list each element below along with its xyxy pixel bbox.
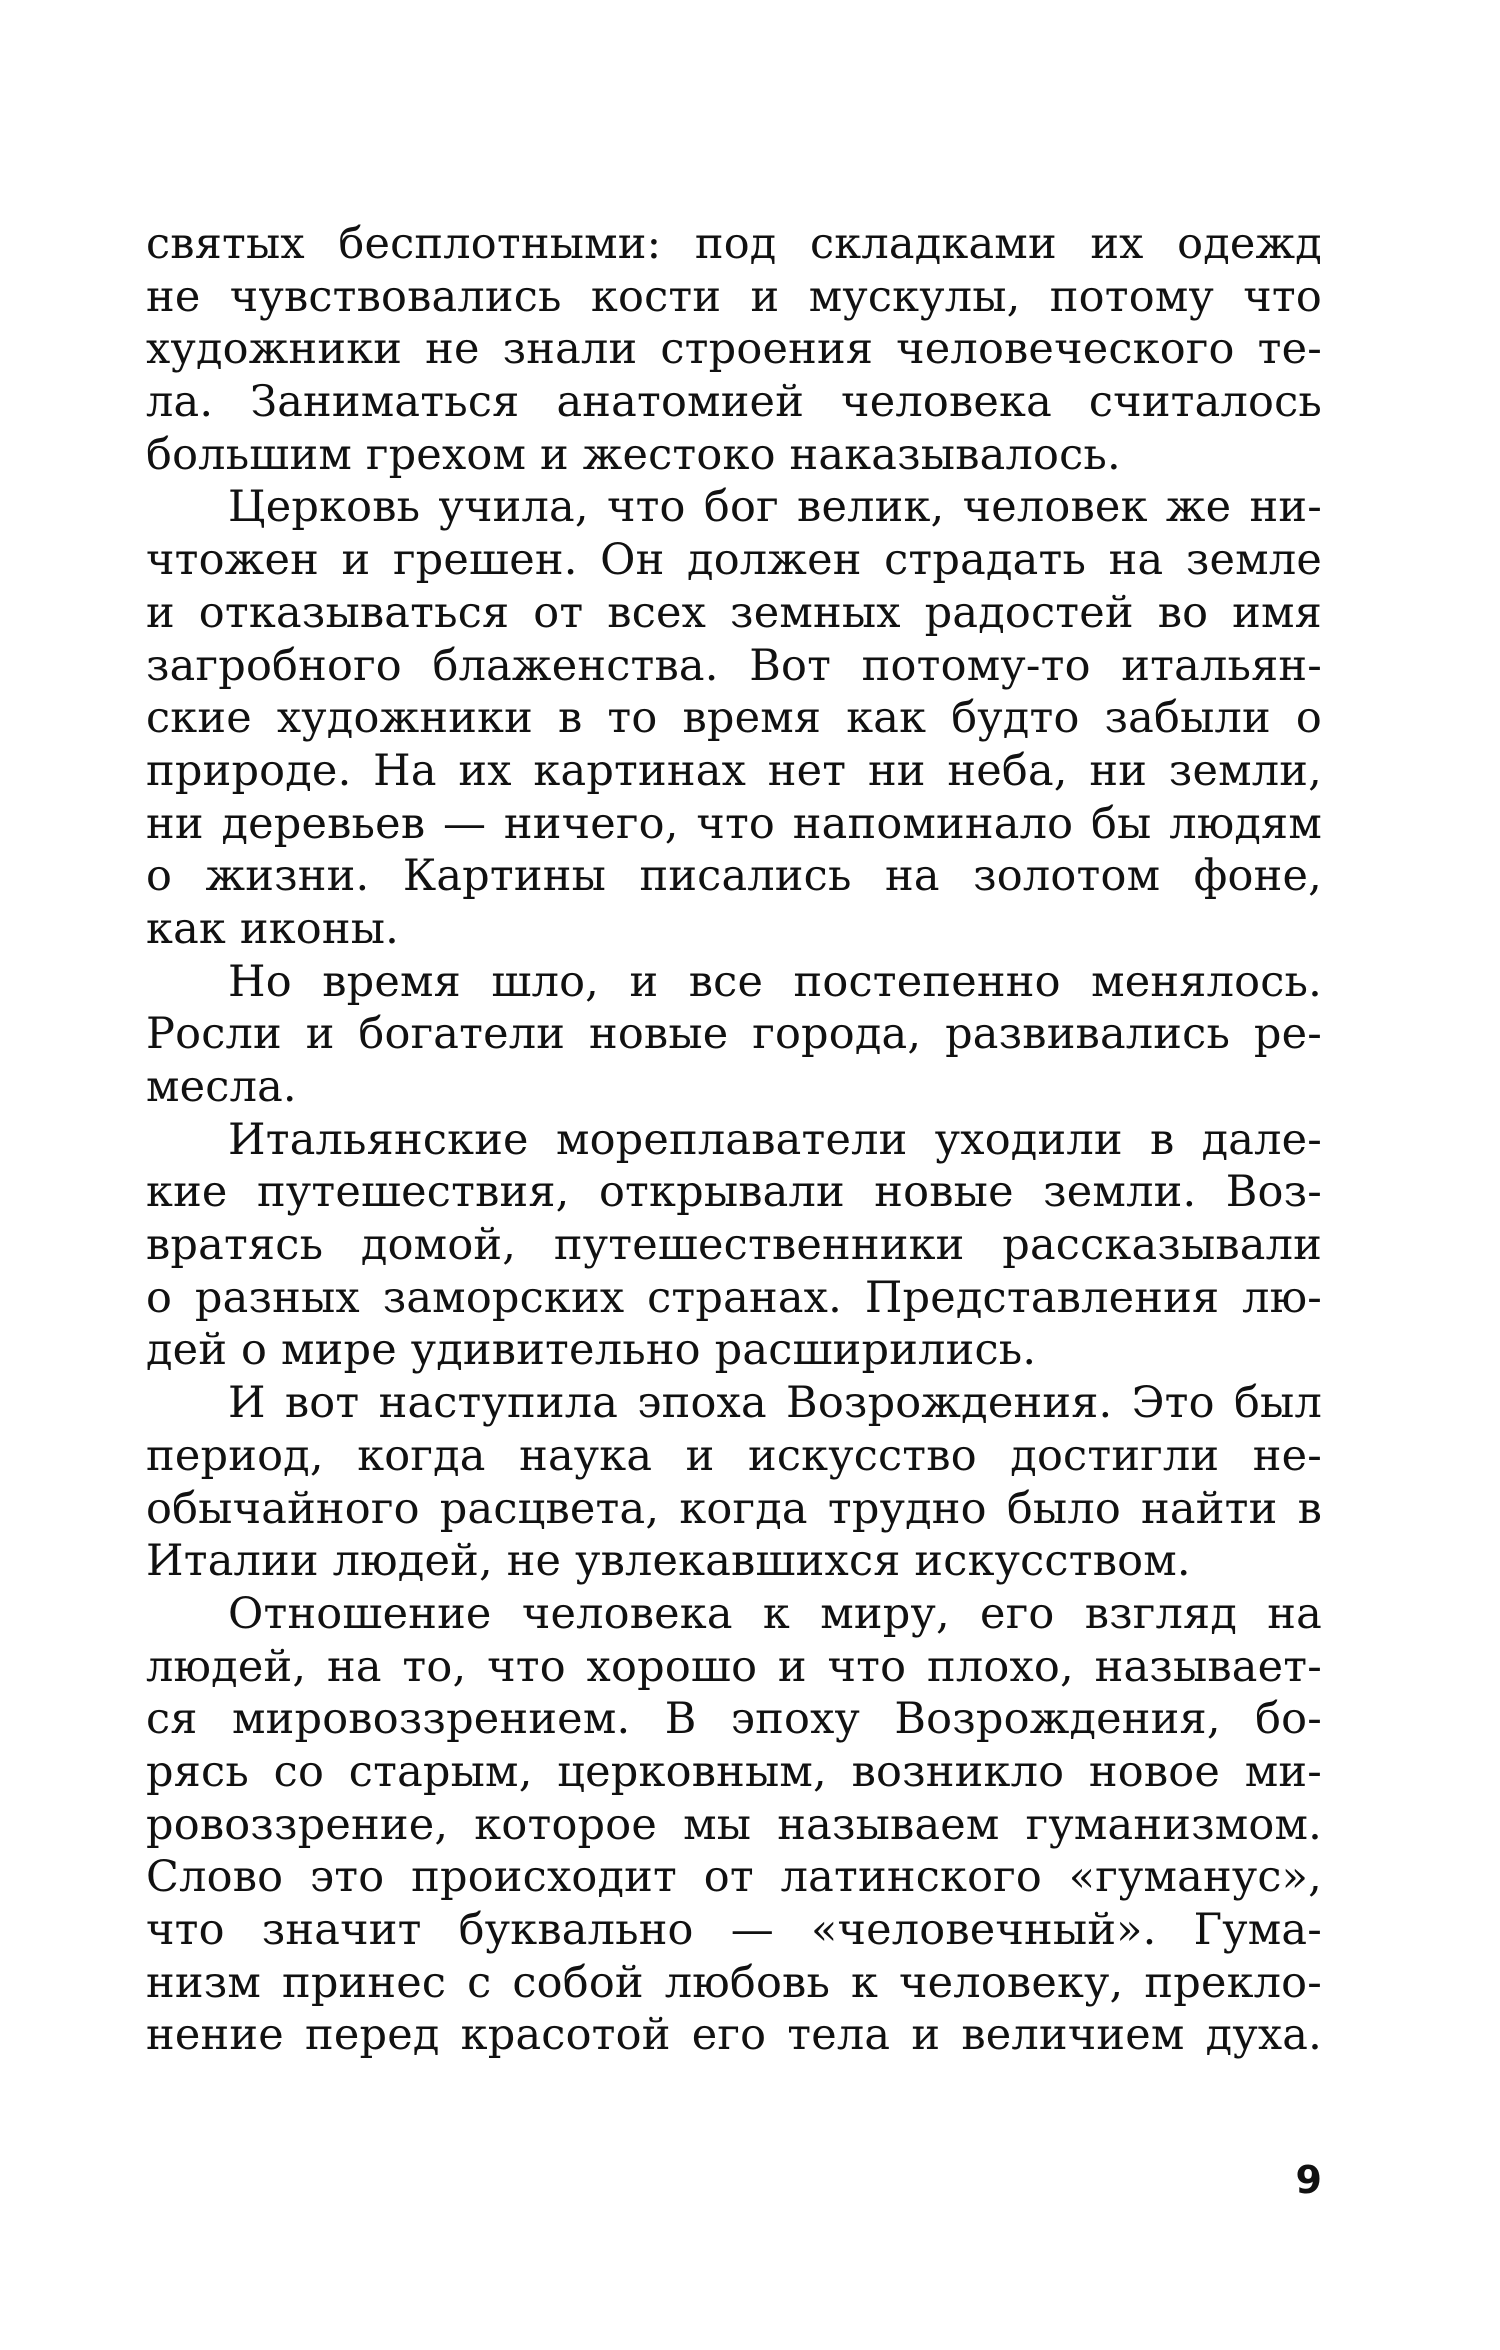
text-line: ни деревьев — ничего, что напоминало бы людям (146, 798, 1322, 849)
text-line: ла. Заниматься анатомией человека считалось (146, 377, 1322, 428)
text-line: Слово это происходит от латинского «гуманус», (146, 1852, 1322, 1903)
page-text (146, 218, 1322, 2062)
paragraph-4 (146, 1114, 1322, 1377)
page-number: 9 (1295, 2158, 1322, 2202)
paragraph-6 (146, 1588, 1322, 2062)
paragraph-3 (146, 956, 1322, 1114)
text-line: рясь со старым, церковным, возникло новое ми- (146, 1746, 1322, 1797)
text-line: о жизни. Картины писались на золотом фоне, (146, 851, 1322, 902)
paragraph-1 (146, 218, 1322, 481)
text-line: большим грехом и жестоко наказывалось. (146, 429, 1121, 480)
text-line: Итальянские мореплаватели уходили в дале- (228, 1114, 1322, 1165)
text-line: и отказываться от всех земных радостей во имя (146, 587, 1322, 638)
text-line: святых бесплотными: под складками их одежд (146, 219, 1322, 269)
text-line: Отношение человека к миру, его взгляд на (228, 1588, 1322, 1639)
text-line: людей, на то, что хорошо и что плохо, называет- (146, 1641, 1322, 1692)
text-line: не чувствовались кости и мускулы, потому что (146, 271, 1322, 322)
text-line: вратясь домой, путешественники рассказывали (146, 1220, 1322, 1271)
text-line: ровоззрение, которое мы называем гуманизмом. (146, 1799, 1322, 1850)
text-line: И вот наступила эпоха Возрождения. Это был (228, 1378, 1322, 1429)
text-line: природе. На их картинах нет ни неба, ни земли, (146, 745, 1322, 796)
text-line: как иконы. (146, 903, 400, 954)
text-line: дей о мире удивительно расширились. (146, 1325, 1037, 1376)
text-line: кие путешествия, открывали новые земли. Воз- (146, 1167, 1322, 1218)
text-line: низм принес с собой любовь к человеку, прекло- (146, 1957, 1322, 2008)
text-line: чтожен и грешен. Он должен страдать на земле (146, 535, 1322, 586)
text-line: загробного блаженства. Вот потому-то итальян- (146, 640, 1322, 691)
text-line: о разных заморских странах. Представления лю- (146, 1272, 1322, 1323)
text-line: нение перед красотой его тела и величием духа. (146, 2010, 1322, 2061)
text-line: Росли и богатели новые города, развивались ре- (146, 1009, 1322, 1060)
text-line: месла. (146, 1062, 297, 1112)
paragraph-5 (146, 1377, 1322, 1588)
text-line: ские художники в то время как будто забыли о (146, 693, 1322, 744)
text-line: Церковь учила, что бог велик, человек же ни- (228, 482, 1322, 533)
text-line: что значит буквально — «человечный». Гума- (146, 1905, 1322, 1955)
text-line: обычайного расцвета, когда трудно было найти в (146, 1483, 1322, 1534)
text-line: художники не знали строения человеческого те- (146, 324, 1322, 375)
text-line: Но время шло, и все постепенно менялось. (228, 956, 1322, 1007)
text-line: ся мировоззрением. В эпоху Возрождения, бо- (146, 1694, 1322, 1745)
text-line: Италии людей, не увлекавшихся искусством. (146, 1536, 1191, 1587)
paragraph-2 (146, 481, 1322, 955)
text-line: период, когда наука и искусство достигли не- (146, 1430, 1322, 1481)
